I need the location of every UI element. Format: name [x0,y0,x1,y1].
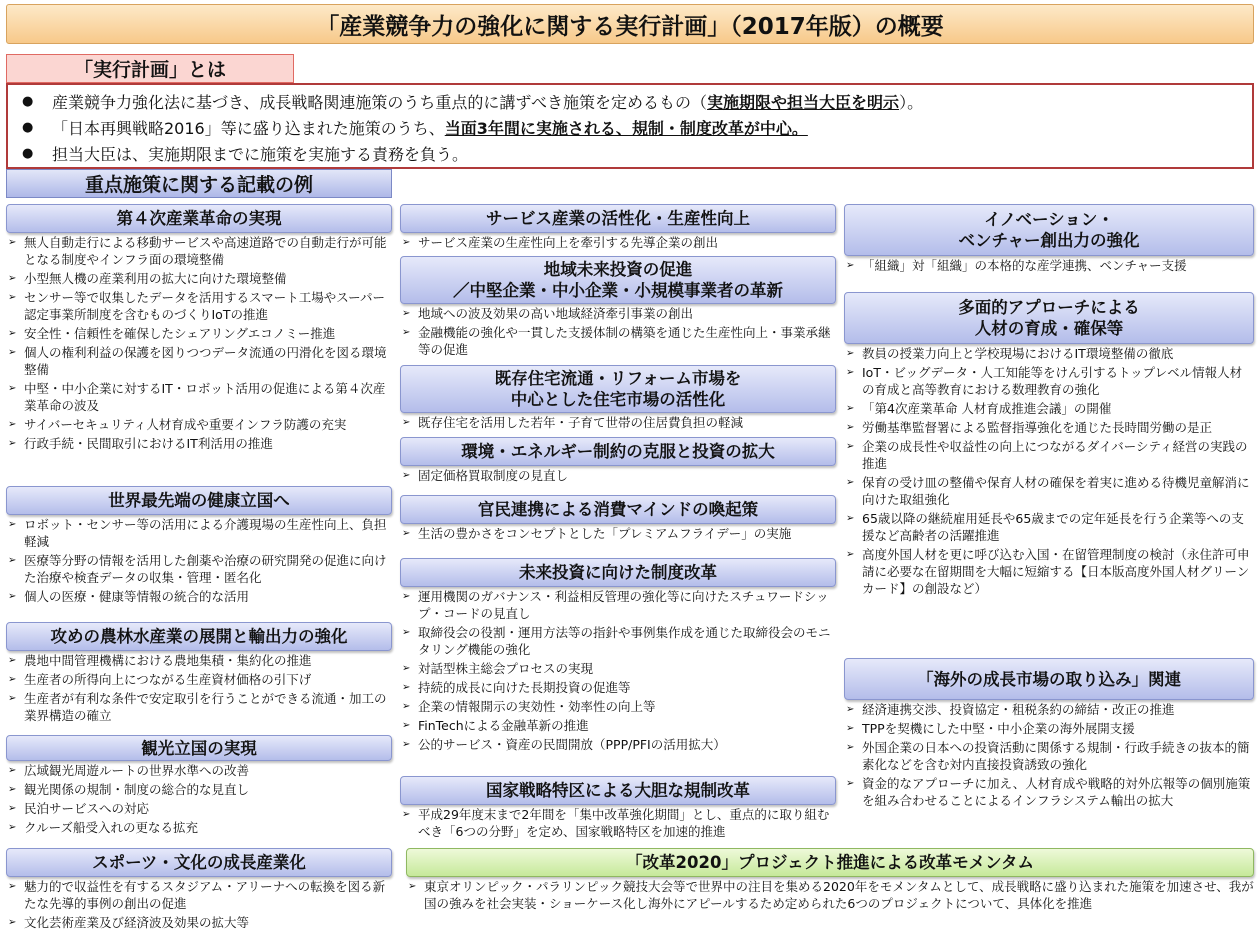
middle-section-2 [400,256,836,360]
list-item-text: サイバーセキュリティ人材育成や重要インフラ防護の充実 [24,417,347,432]
list-item-text: 医療等分野の情報を活用した創薬や治療の研究開発の促進に向けた治療や検査データの収集・管理・匿名化 [24,553,387,585]
arrow-bullet-icon: ➢ [846,549,855,560]
left-section-3 [6,622,392,726]
arrow-bullet-icon: ➢ [8,438,17,449]
list-item-text: 安全性・信頼性を確保したシェアリングエコノミー推進 [24,326,336,341]
plan-bullet [22,140,1252,166]
arrow-bullet-icon: ➢ [402,720,411,731]
list-item [6,762,392,779]
arrow-bullet-icon: ➢ [846,742,855,753]
list-item-text: 公的サービス・資産の民間開放（PPP/PFIの活用拡大） [418,737,726,752]
item-list [6,234,392,452]
list-item [6,435,392,452]
plan-bullet-text: 担当大臣は、実施期限までに施策を実施する責務を負う。 [52,144,469,164]
plan-bullet-text: 産業競争力強化法に基づき、成長戦略関連施策のうち重点的に講ずべき施策を定めるもの（実施期限や担当大臣を明示）。 [52,92,924,112]
list-item-text: 東京オリンピック・パラリンピック競技大会等で世界中の注目を集める2020年をモメンタムとして、成長戦略に盛り込まれた施策を加速させ、我が国の強みを社会実装・ショーケース化し海外にアピールするため定められた6つのプロジェクトについて、具体化を推進 [424,879,1254,911]
arrow-bullet-icon: ➢ [8,419,17,430]
middle-section-5 [400,495,836,544]
list-item [6,325,392,342]
arrow-bullet-icon: ➢ [402,308,411,319]
reform-2020-section [406,848,1254,914]
list-item [400,806,836,840]
list-item [844,419,1254,436]
list-item-text: 生産者が有利な条件で安定取引を行うことができる流通・加工の業界構造の確立 [24,691,387,723]
list-item-text: 小型無人機の産業利用の拡大に向けた環境整備 [24,271,287,286]
list-item-text: FinTechによる金融革新の推進 [418,718,589,733]
list-item-text: 運用機関のガバナンス・利益相反管理の強化等に向けたスチュワードシップ・コードの見直し [418,589,829,621]
arrow-bullet-icon: ➢ [846,513,855,524]
list-item-text: 個人の医療・健康等情報の統合的な活用 [24,589,250,604]
bullet-dot-icon: ● [22,119,34,135]
list-item-text: 教員の授業力向上と学校現場におけるIT環境整備の徹底 [862,346,1174,361]
list-item [400,660,836,677]
section-title: 観光立国の実現 [141,738,257,758]
list-item-text: 生活の豊かさをコンセプトとした「プレミアムフライデー」の実施 [418,526,792,541]
list-item [844,739,1254,773]
list-item [844,546,1254,597]
list-item-text: サービス産業の生産性向上を牽引する先導企業の創出 [418,235,719,250]
list-item-text: 民泊サービスへの対応 [24,801,150,816]
list-item [6,690,392,724]
list-item-text: 農地中間管理機構における農地集積・集約化の推進 [24,653,312,668]
bullet-dot-icon: ● [22,145,34,161]
section-title: 国家戦略特区による大胆な規制改革 [486,781,750,800]
section-title: 人材の育成・確保等 [974,319,1124,338]
arrow-bullet-icon: ➢ [8,917,17,928]
list-item-text: 観光関係の規制・制度の総合的な見直し [24,782,250,797]
arrow-bullet-icon: ➢ [8,655,17,666]
list-item-text: センサー等で収集したデータを活用するスマート工場やスーパー認定事業所制度を含むものづくりIoTの推進 [24,290,386,322]
section-title: ベンチャー創出力の強化 [958,231,1140,250]
arrow-bullet-icon: ➢ [8,347,17,358]
middle-section-4 [400,437,836,486]
item-list [400,525,836,542]
arrow-bullet-icon: ➢ [846,367,855,378]
section-title: 多面的アプローチによる [958,298,1140,317]
list-item-text: 資金的なアプローチに加え、人材育成や戦略的対外広報等の個別施策を組み合わせることによるインフラシステム輸出の拡大 [862,776,1251,808]
arrow-bullet-icon: ➢ [846,348,855,359]
arrow-bullet-icon: ➢ [8,765,17,776]
list-item-text: 持続的成長に向けた長期投資の促進等 [418,680,631,695]
arrow-bullet-icon: ➢ [846,422,855,433]
list-item [6,781,392,798]
arrow-bullet-icon: ➢ [846,260,855,271]
list-item [6,380,392,414]
list-item [400,736,836,753]
bullet-dot-icon: ● [22,93,34,109]
list-item-text: 平成29年度末まで2年間を「集中改革強化期間」とし、重点的に取り組むべき「6つの分野」を定め、国家戦略特区を加速的推進 [418,807,830,839]
left-section-1 [6,204,392,454]
list-item-text: 保育の受け皿の整備や保育人材の確保を着実に進める待機児童解消に向けた取組強化 [862,475,1250,507]
list-item-text: 金融機能の強化や一貫した支援体制の構築を通じた生産性向上・事業承継等の促進 [418,325,831,357]
list-item-text: 生産者の所得向上につながる生産資材価格の引下げ [24,672,312,687]
section-title: 中心とした住宅市場の活性化 [510,390,726,409]
list-item-text: 無人自動走行による移動サービスや高速道路での自動走行が可能となる制度やインフラ面の環境整備 [24,235,387,267]
item-list [400,305,836,358]
item-list [6,762,392,836]
list-item [6,234,392,268]
list-item [6,344,392,378]
arrow-bullet-icon: ➢ [402,739,411,750]
arrow-bullet-icon: ➢ [402,528,411,539]
right-section-3 [844,658,1254,811]
arrow-bullet-icon: ➢ [846,778,855,789]
list-item-text: 取締役会の役割・運用方法等の指針や事例集作成を通じた取締役会のモニタリング機能の強化 [418,625,831,657]
list-item-text: 地域への波及効果の高い地域経済牽引事業の創出 [418,306,694,321]
section-title: 「改革2020」プロジェクト推進による改革モメンタム [626,853,1034,872]
list-item-text: 中堅・中小企業に対するIT・ロボット活用の促進による第４次産業革命の波及 [24,381,386,413]
item-list [406,878,1254,912]
list-item [6,289,392,323]
arrow-bullet-icon: ➢ [402,701,411,712]
plan-bullet-text: 「日本再興戦略2016」等に盛り込まれた施策のうち、当面3年間に実施される、規制・制度改革が中心。 [52,118,808,138]
list-item [6,652,392,669]
item-list [400,806,836,840]
list-item [844,364,1254,398]
list-item [844,701,1254,718]
arrow-bullet-icon: ➢ [846,477,855,488]
list-item [6,819,392,836]
section-header [400,558,836,587]
list-item [6,516,392,550]
list-item [844,510,1254,544]
arrow-bullet-icon: ➢ [8,822,17,833]
section-header [844,204,1254,256]
arrow-bullet-icon: ➢ [402,417,411,428]
list-item-text: 個人の権利利益の保護を図りつつデータ流通の円滑化を図る環境整備 [24,345,387,377]
list-item [844,720,1254,737]
item-list [6,516,392,605]
right-section-1 [844,204,1254,276]
left-section-4 [6,735,392,838]
section-title: 攻めの農林水産業の展開と輸出力の強化 [50,627,348,646]
item-list [844,257,1254,274]
arrow-bullet-icon: ➢ [8,674,17,685]
right-section-2 [844,292,1254,599]
list-item [400,414,836,431]
list-item [400,717,836,734]
middle-section-7 [400,776,836,842]
section-header [400,365,836,413]
item-list [400,234,836,251]
arrow-bullet-icon: ➢ [846,441,855,452]
arrow-bullet-icon: ➢ [402,627,411,638]
list-item [844,345,1254,362]
arrow-bullet-icon: ➢ [8,693,17,704]
list-item [6,552,392,586]
item-list [844,701,1254,809]
arrow-bullet-icon: ➢ [8,591,17,602]
list-item [844,400,1254,417]
arrow-bullet-icon: ➢ [402,682,411,693]
section-title: イノベーション・ [984,210,1114,229]
section-title: 第４次産業革命の実現 [116,209,282,228]
list-item-text: クルーズ船受入れの更なる拡充 [24,820,199,835]
section-title: 既存住宅流通・リフォーム市場を [494,369,742,388]
list-item [844,474,1254,508]
section-title: 環境・エネルギー制約の克服と投資の拡大 [461,442,775,461]
middle-section-3 [400,365,836,433]
item-list [400,467,836,484]
list-item [400,324,836,358]
list-item [400,588,836,622]
arrow-bullet-icon: ➢ [408,881,417,892]
arrow-bullet-icon: ➢ [402,809,411,820]
key-measures-label: 重点施策に関する記載の例 [6,169,392,198]
list-item [400,305,836,322]
list-item [6,914,392,931]
section-title: ／中堅企業・中小企業・小規模事業者の革新 [453,281,783,300]
list-item-text: 「第4次産業革命 人材育成推進会議」の開催 [862,401,1112,416]
list-item-text: 既存住宅を活用した若年・子育て世帯の住居費負担の軽減 [418,415,744,430]
arrow-bullet-icon: ➢ [8,519,17,530]
arrow-bullet-icon: ➢ [402,663,411,674]
section-header [6,848,392,877]
left-section-5 [6,848,392,933]
section-title: 地域未来投資の促進 [543,260,693,279]
section-title: 未来投資に向けた制度改革 [519,563,717,582]
item-list [400,588,836,753]
section-title: 「海外の成長市場の取り込み」関連 [917,669,1181,689]
item-list [400,414,836,431]
list-item [400,698,836,715]
section-header [844,292,1254,344]
arrow-bullet-icon: ➢ [402,591,411,602]
section-title: スポーツ・文化の成長産業化 [92,853,306,872]
list-item-text: 65歳以降の継続雇用延長や65歳までの定年延長を行う企業等への支援など高齢者の活躍推進 [862,511,1244,543]
list-item-text: 高度外国人材を更に呼び込む入国・在留管理制度の検討（永住許可申請に必要な在留期間を大幅に短縮する【日本版高度外国人材グリーンカード】の創設など） [862,547,1250,596]
list-item [844,257,1254,274]
list-item [400,525,836,542]
list-item-text: 労働基準監督署による監督指導強化を通じた長時間労働の是正 [862,420,1213,435]
list-item-text: 外国企業の日本への投資活動に関係する規制・行政手続きの抜本的簡素化などを含む対内直接投資誘致の強化 [862,740,1250,772]
list-item [6,800,392,817]
list-item-text: 「組織」対「組織」の本格的な産学連携、ベンチャー支援 [862,258,1187,273]
list-item [400,624,836,658]
list-item [6,878,392,912]
list-item-text: 文化芸術産業及び経済波及効果の拡大等 [24,915,250,930]
section-header [400,437,836,466]
list-item-text: 行政手続・民間取引におけるIT利活用の推進 [24,436,273,451]
list-item-text: 企業の情報開示の実効性・効率性の向上等 [418,699,656,714]
arrow-bullet-icon: ➢ [8,803,17,814]
middle-section-6 [400,558,836,755]
section-header [6,486,392,515]
arrow-bullet-icon: ➢ [8,784,17,795]
arrow-bullet-icon: ➢ [846,723,855,734]
item-list [6,652,392,724]
list-item-text: 魅力的で収益性を有するスタジアム・アリーナへの転換を図る新たな先導的事例の創出の促進 [24,879,386,911]
arrow-bullet-icon: ➢ [8,273,17,284]
arrow-bullet-icon: ➢ [402,327,411,338]
middle-section-1 [400,204,836,253]
section-header [400,495,836,524]
list-item-text: ロボット・センサー等の活用による介護現場の生産性向上、負担軽減 [24,517,387,549]
list-item-text: IoT・ビッグデータ・人工知能等をけん引するトップレベル情報人材の育成と高等教育における数理教育の強化 [862,365,1243,397]
list-item [6,588,392,605]
section-title: 世界最先端の健康立国へ [108,491,290,510]
list-item-text: TPPを契機にした中堅・中小企業の海外展開支援 [862,721,1135,736]
plan-bullet [22,88,1252,114]
item-list [6,878,392,931]
section-header [400,776,836,805]
arrow-bullet-icon: ➢ [8,881,17,892]
list-item [400,467,836,484]
section-header [844,658,1254,700]
arrow-bullet-icon: ➢ [846,403,855,414]
arrow-bullet-icon: ➢ [8,292,17,303]
list-item-text: 対話型株主総会プロセスの実現 [418,661,594,676]
list-item [844,438,1254,472]
list-item [6,416,392,433]
plan-box [6,83,1254,169]
list-item [6,671,392,688]
list-item [400,679,836,696]
section-header [6,735,392,761]
plan-bullet [22,114,1252,140]
list-item [406,878,1254,912]
list-item [844,775,1254,809]
list-item-text: 固定価格買取制度の見直し [418,468,569,483]
section-header [6,204,392,233]
arrow-bullet-icon: ➢ [402,237,411,248]
plan-label: 「実行計画」とは [6,54,294,83]
section-title: サービス産業の活性化・生産性向上 [486,209,750,228]
list-item-text: 企業の成長性や収益性の向上につながるダイバーシティ経営の実践の推進 [862,439,1248,471]
section-header [400,256,836,304]
item-list [844,345,1254,597]
section-header [6,622,392,651]
left-section-2 [6,486,392,607]
arrow-bullet-icon: ➢ [402,470,411,481]
arrow-bullet-icon: ➢ [8,237,17,248]
list-item [6,270,392,287]
arrow-bullet-icon: ➢ [846,704,855,715]
arrow-bullet-icon: ➢ [8,328,17,339]
arrow-bullet-icon: ➢ [8,383,17,394]
page-title: 「産業競争力の強化に関する実行計画」（2017年版）の概要 [6,4,1254,44]
list-item-text: 経済連携交渉、投資協定・租税条約の締結・改正の推進 [862,702,1175,717]
section-title: 官民連携による消費マインドの喚起策 [477,500,759,519]
list-item [400,234,836,251]
arrow-bullet-icon: ➢ [8,555,17,566]
list-item-text: 広域観光周遊ルートの世界水準への改善 [24,763,250,778]
section-header [406,848,1254,877]
section-header [400,204,836,233]
